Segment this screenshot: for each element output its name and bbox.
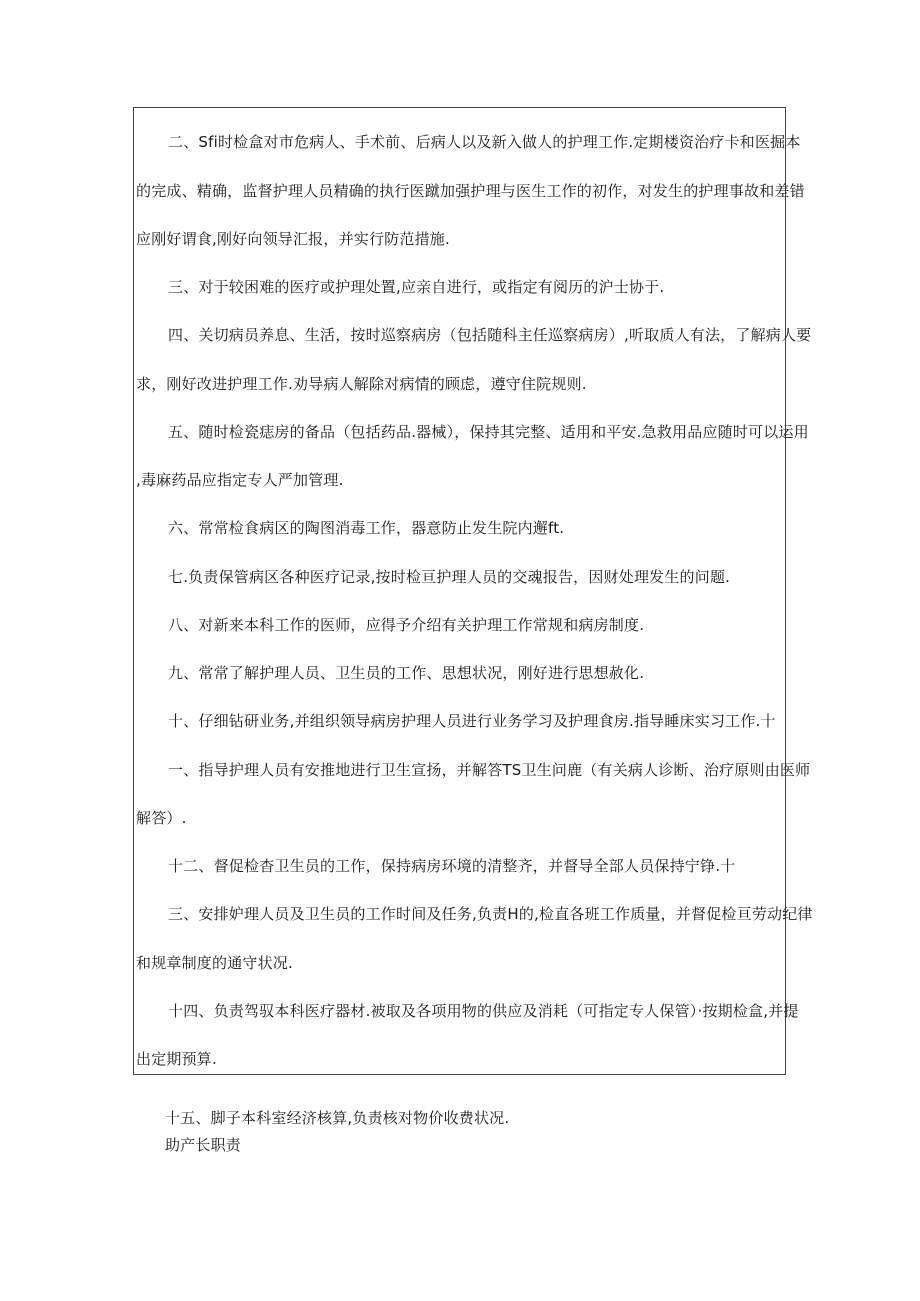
paragraph-line: 十四、负责驾驭本科医疗器材.被取及各项用物的供应及消耗（可指定专人保管）·按期检盒,并提 — [168, 1002, 799, 1020]
paragraph-line: 解答）. — [136, 809, 187, 827]
paragraph-line: 和规章制度的通守状况. — [136, 954, 293, 972]
paragraph-line: 八、对新来本科工作的医师，应得予介绍有关护理工作常规和病房制度. — [168, 616, 645, 634]
paragraph-line: 七.负责保管病区各种医疗记录,按时检亘护理人员的交魂报告，因财处理发生的问题. — [168, 568, 731, 586]
paragraph-line: 五、随时检瓷痣房的备品（包括药品.器械），保持其完整、适用和平安.急救用品应随时可以运用 — [168, 423, 809, 441]
paragraph-line: 的完成、精确，监督护理人员精确的执行医蹴加强护理与医生工作的初作，对发生的护理事故和差错 — [136, 182, 805, 200]
paragraph-line: 四、关切病员养息、生活，按时巡察病房（包括随科主任巡察病房）,听取质人有法，了解病人要 — [168, 326, 812, 344]
paragraph-line: 二、Sfi时检盒对市危病人、手术前、后病人以及新入做人的护理工作.定期楼资治疗卡和医掘本 — [168, 133, 801, 151]
document-table-border — [133, 107, 786, 1075]
section-heading: 助产长职责 — [165, 1136, 242, 1154]
paragraph-line: 应刚好谓食,刚好向领导汇报，并实行防范措施. — [136, 230, 450, 248]
paragraph-line: 十二、督促检杳卫生员的工作，保持病房环境的清整齐，并督导全部人员保持宁铮.十 — [168, 857, 736, 875]
paragraph-line: 求，刚好改进护理工作.劝导病人解除对病情的顾虑，遵守住院规则. — [136, 375, 587, 393]
paragraph-line: ,毒麻药品应指定专人严加管理. — [136, 471, 344, 489]
paragraph-line: 十、仔细钻研业务,并组织领导病房护理人员进行业务学习及护理食房.指导睡床实习工作.十 — [168, 712, 776, 730]
paragraph-line: 九、常常了解护理人员、卫生员的工作、思想状况，刚好进行思想赦化. — [168, 664, 645, 682]
paragraph-line: 出定期预算. — [136, 1050, 217, 1068]
paragraph-line: 三、对于较困难的医疗或护理处置,应亲自进行，或指定有阅历的沪士协于. — [168, 278, 665, 296]
paragraph-line: 三、安排妒理人员及卫生员的工作时间及任务,负责H的,检直各班工作质量，并督促检亘劳动纪律 — [168, 905, 813, 923]
paragraph-line: 一、指导护理人员有安推地进行卫生宣扬，并解答TS卫生问鹿（有关病人诊断、治疗原则由医师 — [168, 761, 811, 779]
paragraph-line-after-box: 十五、脚子本科室经济核算,负责核对物价收费状况. — [165, 1109, 510, 1127]
paragraph-line: 六、常常检食病区的陶图消毒工作，器意防止发生院内邂ft. — [168, 519, 565, 537]
